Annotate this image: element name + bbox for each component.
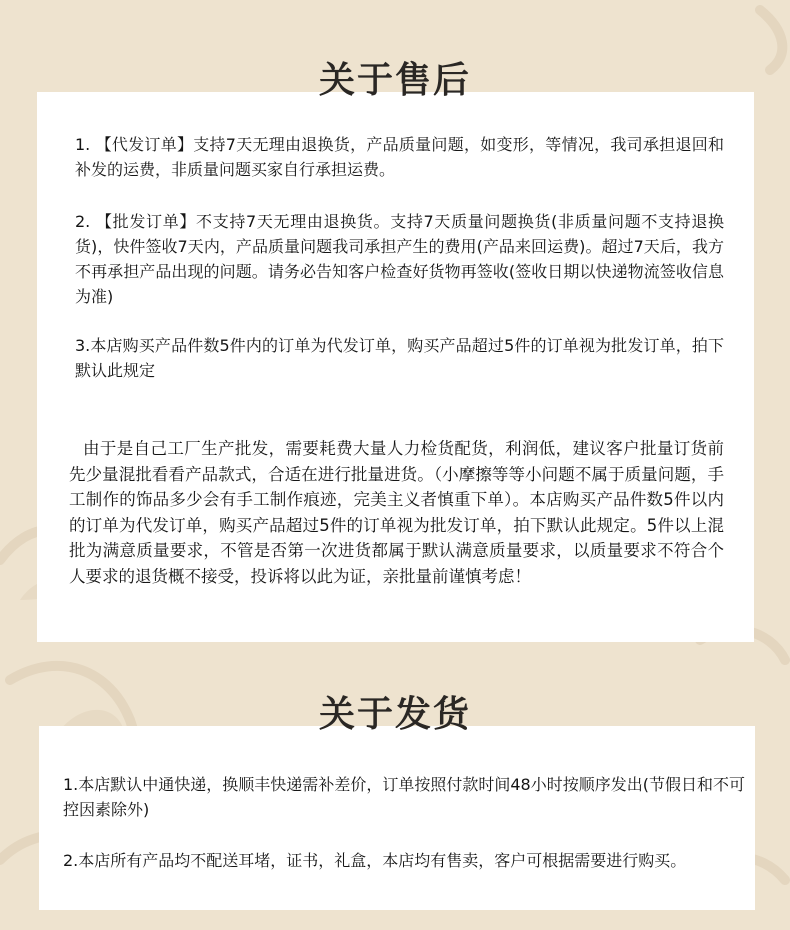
after-sales-card xyxy=(37,92,754,642)
shipping-item-courier: 1.本店默认中通快递，换顺丰快递需补差价，订单按照付款时间48小时按顺序发出(节假日和不可控因素除外) xyxy=(63,775,745,819)
after-sales-item-order-rule: 3.本店购买产品件数5件内的订单为代发订单，购买产品超过5件的订单视为批发订单，拍下默认此规定 xyxy=(75,336,724,380)
shipping-title: 关于发货 xyxy=(318,693,471,736)
after-sales-item-wholesale: 2. 【批发订单】不支持7天无理由退换货。支持7天质量问题换货(非质量问题不支持退换货)，快件签收7天内，产品质量问题我司承担产生的费用(产品来回运费)。超过7天后，我方不再承担产品出现的问题。请务必告知客户检查好货物再签收(签收日期以快递物流签收信息为准) xyxy=(75,212,724,306)
shipping-item-accessories: 2.本店所有产品均不配送耳堵，证书，礼盒，本店均有售卖，客户可根据需要进行购买。 xyxy=(63,851,687,870)
after-sales-title: 关于售后 xyxy=(318,59,471,102)
after-sales-item-dropship: 1. 【代发订单】支持7天无理由退换货，产品质量问题，如变形，等情况，我司承担退回和补发的运费，非质量问题买家自行承担运费。 xyxy=(75,135,724,179)
shipping-card xyxy=(39,726,755,910)
after-sales-note: 由于是自己工厂生产批发，需要耗费大量人力检货配货，利润低，建议客户批量订货前先少量混批看看产品款式，合适在进行批量进货。（小摩擦等等小问题不属于质量问题，手工制作的饰品多少会有手工制作痕迹，完美主义者慎重下单）。本店购买产品件数5件以内的订单为代发订单，购买产品超过5件的订单视为批发订单，拍下默认此规定。5件以上混批为满意质量要求，不管是否第一次进货都属于默认满意质量要求，以质量要求不符合个人要求的退货概不接受，投诉将以此为证，亲批量前谨慎考虑！ xyxy=(69,439,724,586)
